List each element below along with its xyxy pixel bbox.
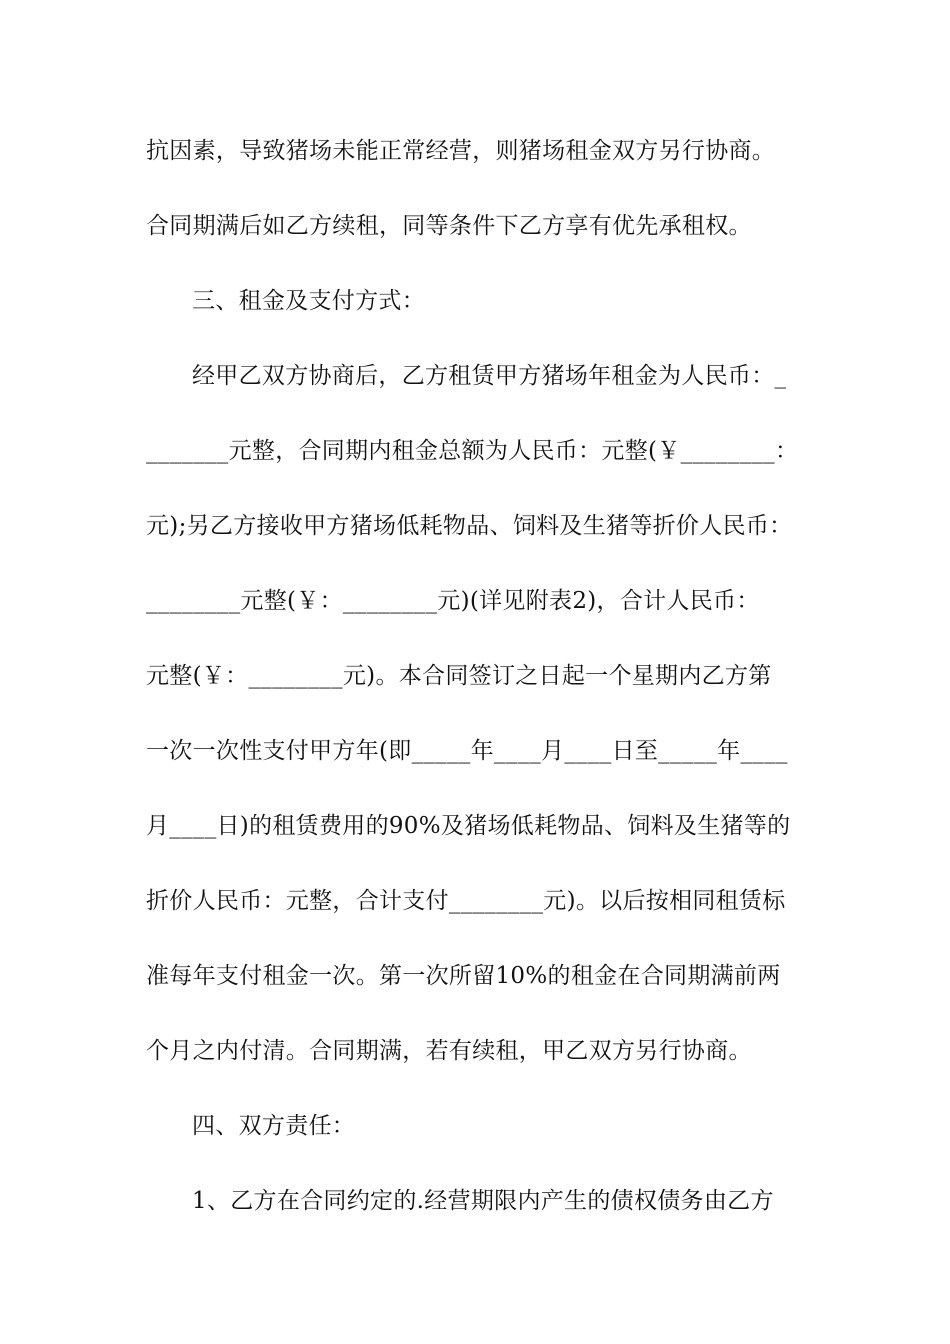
paragraph-line: 经甲乙双方协商后，乙方租赁甲方猪场年租金为人民币：_ (192, 363, 787, 389)
paragraph-line: _______元整，合同期内租金总额为人民币：元整(￥________： (146, 438, 799, 464)
paragraph-line: 元);另乙方接收甲方猪场低耗物品、饲料及生猪等折价人民币： (146, 513, 793, 539)
paragraph-line: 元整(￥：________元)。本合同签订之日起一个星期内乙方第 (146, 663, 772, 689)
paragraph-line: 合同期满后如乙方续租，同等条件下乙方享有优先承租权。 (146, 213, 752, 239)
paragraph-line: 一次一次性支付甲方年(即_____年____月____日至_____年____ (146, 738, 788, 764)
paragraph-line: 个月之内付清。合同期满，若有续租，甲乙双方另行协商。 (146, 1038, 752, 1064)
paragraph-line: 抗因素，导致猪场未能正常经营，则猪场租金双方另行协商。 (146, 138, 776, 164)
paragraph-line: ________元整(￥：________元)(详见附表2)，合计人民币： (146, 588, 760, 614)
section-heading-responsibilities: 四、双方责任： (192, 1113, 356, 1139)
section-heading-rent-payment: 三、租金及支付方式： (192, 288, 425, 314)
paragraph-line: 准每年支付租金一次。第一次所留10%的租金在合同期满前两 (146, 963, 781, 989)
paragraph-line: 1、乙方在合同约定的.经营期限内产生的债权债务由乙方 (192, 1188, 774, 1214)
paragraph-line: 月____日)的租赁费用的90%及猪场低耗物品、饲料及生猪等的 (146, 813, 791, 839)
paragraph-line: 折价人民币：元整，合计支付________元)。以后按相同租赁标 (146, 888, 786, 914)
